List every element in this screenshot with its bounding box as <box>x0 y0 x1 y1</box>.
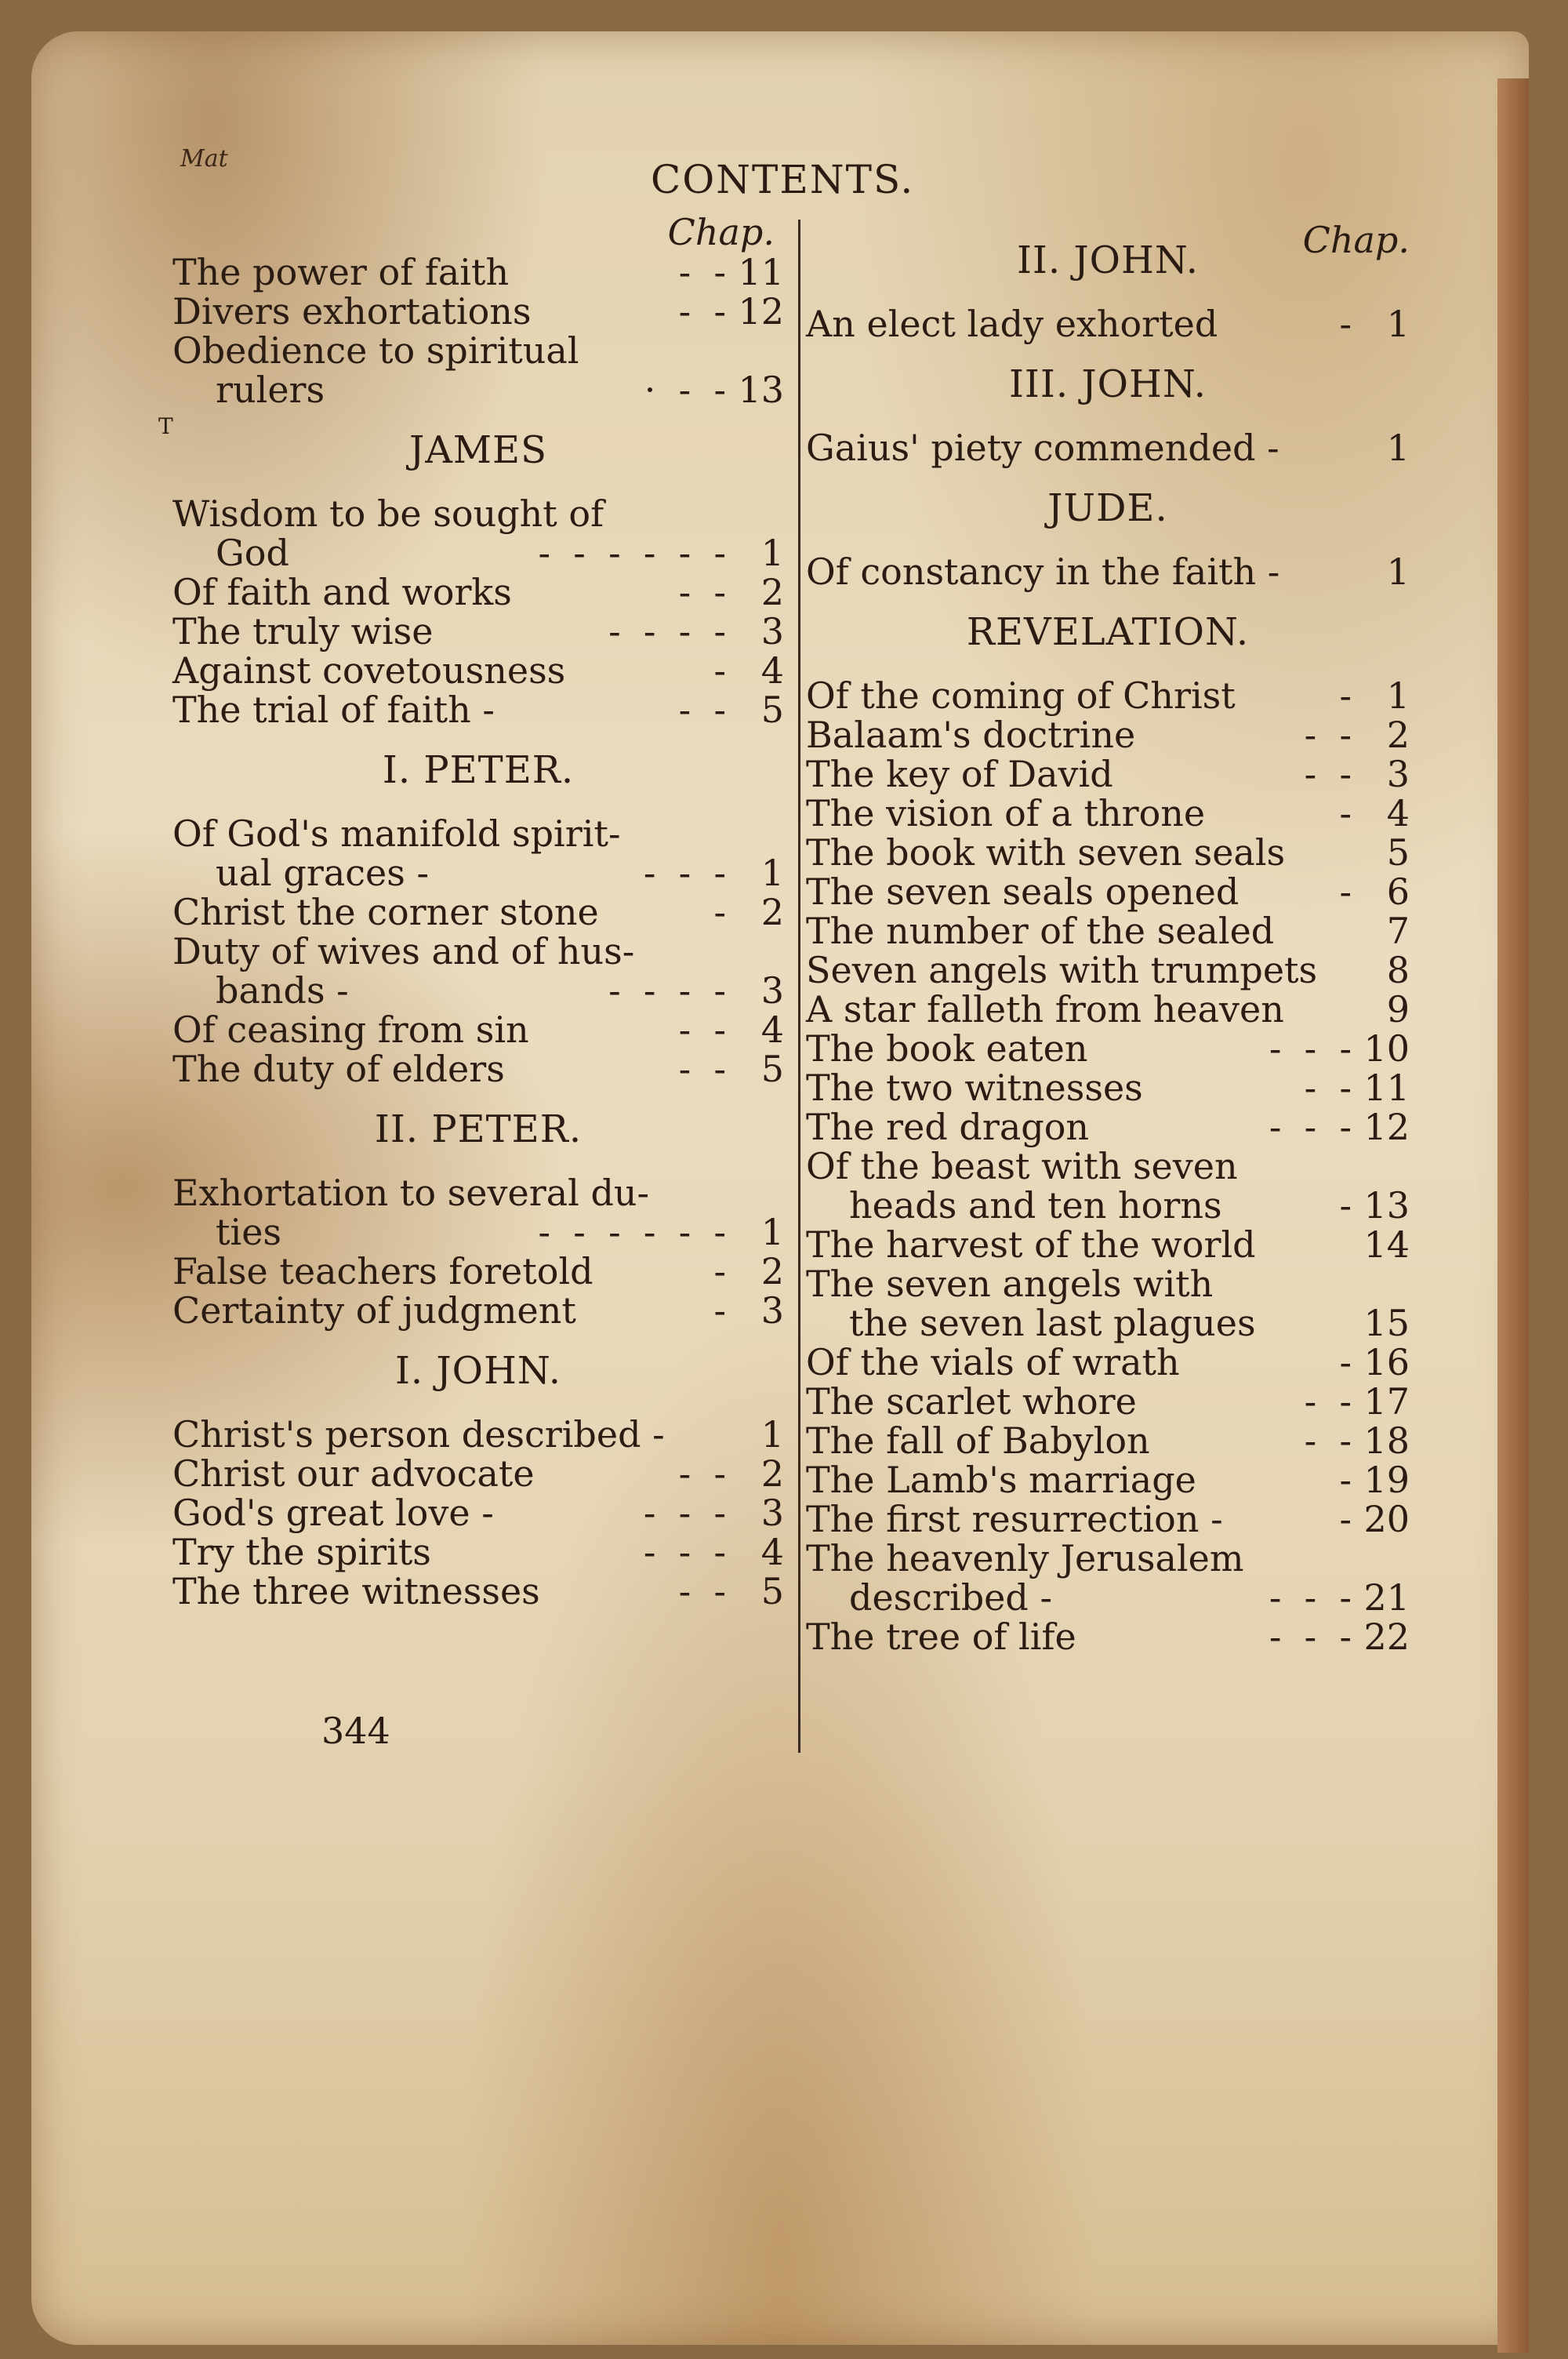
toc-leader: - - - <box>1269 1616 1352 1658</box>
toc-chapter: 13 <box>1363 1184 1410 1227</box>
toc-entry: The heavenly Jerusalem <box>806 1537 1244 1579</box>
toc-row <box>806 1539 1410 1578</box>
toc-row <box>806 1264 1410 1303</box>
toc-entry: Of God's manifold spirit- <box>172 812 621 855</box>
toc-chapter: 10 <box>1363 1027 1410 1070</box>
toc-leader: - - <box>1304 1380 1352 1423</box>
toc-chapter: 20 <box>1363 1498 1410 1540</box>
toc-entry: God's great love - <box>172 1492 494 1534</box>
toc-chapter: 13 <box>738 369 784 411</box>
toc-chapter: 11 <box>738 251 784 293</box>
toc-entry: The book with seven seals <box>806 831 1286 874</box>
toc-leader: - - - - - - <box>538 532 726 574</box>
toc-chapter: 6 <box>1386 871 1410 913</box>
toc-chapter: 5 <box>760 1048 784 1090</box>
toc-leader: - - <box>1304 1067 1352 1109</box>
toc-entry: The two witnesses <box>806 1067 1143 1109</box>
toc-row <box>806 676 1410 715</box>
toc-leader: - - - <box>643 1492 726 1534</box>
toc-chapter: 21 <box>1363 1576 1410 1619</box>
toc-entry: God <box>216 532 289 574</box>
toc-entry: Exhortation to several du- <box>172 1172 650 1214</box>
toc-entry: An elect lady exhorted <box>806 303 1218 345</box>
toc-row <box>806 1068 1410 1107</box>
toc-leader: - - <box>678 1009 726 1051</box>
section-revelation <box>806 676 1410 1656</box>
toc-entry: Seven angels with trumpets <box>806 949 1318 991</box>
toc-chapter: 3 <box>760 1289 784 1332</box>
toc-entry: Of the beast with seven <box>806 1145 1238 1187</box>
toc-leader: - <box>713 1289 726 1332</box>
toc-row <box>172 1454 784 1493</box>
toc-row <box>806 833 1410 872</box>
section-1-peter <box>172 814 784 1089</box>
toc-row <box>172 932 784 971</box>
toc-row <box>172 1173 784 1212</box>
toc-entry: Christ our advocate <box>172 1452 535 1495</box>
toc-entry: The number of the sealed <box>806 910 1275 952</box>
toc-row <box>806 552 1410 591</box>
toc-chapter: 12 <box>738 290 784 333</box>
page-title: CONTENTS. <box>651 157 915 202</box>
toc-row <box>172 533 784 572</box>
toc-row <box>172 370 784 409</box>
toc-chapter: 17 <box>1363 1380 1410 1423</box>
handwritten-note: Mat <box>180 145 228 173</box>
page-number: 344 <box>321 1710 390 1752</box>
section-title-3-john: III. JOHN. <box>1008 362 1207 406</box>
toc-row <box>806 1029 1410 1068</box>
toc-leader: - - - - - - <box>538 1211 726 1253</box>
book-page <box>31 31 1529 2345</box>
toc-row <box>172 853 784 892</box>
toc-row <box>172 494 784 533</box>
toc-entry: Of the vials of wrath <box>806 1341 1180 1383</box>
toc-chapter: 3 <box>760 969 784 1012</box>
toc-entry: Balaam's doctrine <box>806 714 1136 756</box>
toc-chapter: 4 <box>760 649 784 692</box>
toc-leader: - - <box>678 251 726 293</box>
toc-row <box>806 754 1410 794</box>
chapter-heading-left: Chap. <box>667 211 775 253</box>
toc-entry: Try the spirits <box>172 1531 431 1573</box>
toc-chapter: 14 <box>1363 1223 1410 1266</box>
toc-chapter: 15 <box>1363 1302 1410 1344</box>
toc-chapter: 2 <box>760 1452 784 1495</box>
toc-chapter: 18 <box>1363 1419 1410 1462</box>
toc-leader: - <box>1339 792 1352 834</box>
toc-entry: The key of David <box>806 753 1113 795</box>
toc-chapter: 4 <box>760 1009 784 1051</box>
toc-row <box>806 1421 1410 1460</box>
toc-row <box>172 572 784 612</box>
toc-row <box>806 1303 1410 1343</box>
toc-entry: Of faith and works <box>172 571 512 613</box>
toc-chapter: 5 <box>760 689 784 731</box>
toc-entry: The power of faith <box>172 251 510 293</box>
toc-row <box>172 651 784 690</box>
toc-entry: The red dragon <box>806 1106 1090 1148</box>
toc-leader: - <box>1339 674 1352 717</box>
toc-leader: - - - <box>1269 1576 1352 1619</box>
toc-row <box>806 911 1410 951</box>
toc-leader: - <box>1339 871 1352 913</box>
toc-entry: The truly wise <box>172 610 434 652</box>
toc-chapter: 2 <box>760 571 784 613</box>
toc-leader: - - <box>678 1048 726 1090</box>
toc-leader: - - - <box>643 1531 726 1573</box>
section-2-peter <box>172 1173 784 1330</box>
section-hebrews-continued <box>172 253 784 409</box>
section-title-james: JAMES <box>409 428 547 472</box>
toc-entry: Divers exhortations <box>172 290 532 333</box>
toc-chapter: 1 <box>760 1211 784 1253</box>
toc-row <box>172 1252 784 1291</box>
toc-entry: The scarlet whore <box>806 1380 1137 1423</box>
toc-row <box>806 1460 1410 1499</box>
toc-leader: - - <box>678 571 726 613</box>
toc-chapter: 1 <box>1386 303 1410 345</box>
toc-entry: The duty of elders <box>172 1048 505 1090</box>
toc-row <box>172 1493 784 1532</box>
toc-chapter: 11 <box>1363 1067 1410 1109</box>
toc-leader: · - - <box>644 369 726 411</box>
toc-chapter: 1 <box>760 852 784 894</box>
toc-leader: - - - <box>1269 1106 1352 1148</box>
toc-chapter: 3 <box>1386 753 1410 795</box>
toc-entry: ties <box>216 1211 282 1253</box>
toc-leader: - <box>713 891 726 933</box>
toc-entry: ual graces - <box>216 852 430 894</box>
toc-chapter: 1 <box>1386 551 1410 593</box>
section-jude <box>806 552 1410 591</box>
toc-row <box>172 1049 784 1089</box>
toc-entry: bands - <box>216 969 349 1012</box>
toc-chapter: 1 <box>760 532 784 574</box>
toc-leader: - <box>1339 1341 1352 1383</box>
section-3-john <box>806 428 1410 467</box>
toc-entry: described - <box>849 1576 1053 1619</box>
toc-leader: - - <box>1304 753 1352 795</box>
toc-row <box>806 951 1410 990</box>
toc-row <box>172 892 784 932</box>
toc-entry: Wisdom to be sought of <box>172 493 604 535</box>
toc-leader: - - <box>678 290 726 333</box>
toc-entry: The tree of life <box>806 1616 1076 1658</box>
toc-chapter: 2 <box>760 891 784 933</box>
toc-row <box>172 292 784 331</box>
toc-leader: - - <box>1304 714 1352 756</box>
toc-entry: False teachers foretold <box>172 1250 593 1292</box>
toc-entry: Duty of wives and of hus- <box>172 930 635 972</box>
toc-entry: Against covetousness <box>172 649 566 692</box>
toc-entry: Of ceasing from sin <box>172 1009 529 1051</box>
toc-leader: - <box>1339 1498 1352 1540</box>
toc-row <box>806 1186 1410 1225</box>
toc-row <box>806 990 1410 1029</box>
toc-row <box>806 1578 1410 1617</box>
toc-row <box>806 715 1410 754</box>
toc-chapter: 2 <box>760 1250 784 1292</box>
section-title-1-john: I. JOHN. <box>394 1349 562 1393</box>
toc-chapter: 12 <box>1363 1106 1410 1148</box>
toc-row <box>806 794 1410 833</box>
toc-leader: - - <box>678 689 726 731</box>
toc-entry: rulers <box>216 369 325 411</box>
toc-leader: - - - - <box>608 610 726 652</box>
column-divider <box>798 220 800 1753</box>
toc-row <box>172 1212 784 1252</box>
toc-row <box>806 304 1410 343</box>
toc-row <box>806 872 1410 911</box>
toc-leader: - - <box>1304 1419 1352 1462</box>
toc-leader: - - <box>678 1452 726 1495</box>
toc-row <box>172 814 784 853</box>
toc-entry: Gaius' piety commended - <box>806 427 1279 469</box>
toc-row <box>806 1225 1410 1264</box>
toc-entry: The vision of a throne <box>806 792 1206 834</box>
toc-row <box>172 612 784 651</box>
toc-leader: - - <box>678 1570 726 1612</box>
toc-entry: The first resurrection - <box>806 1498 1223 1540</box>
toc-chapter: 19 <box>1363 1459 1410 1501</box>
toc-chapter: 9 <box>1386 988 1410 1030</box>
toc-row <box>172 331 784 370</box>
toc-entry: Obedience to spiritual <box>172 329 579 372</box>
toc-chapter: 1 <box>1386 674 1410 717</box>
toc-row <box>806 1617 1410 1656</box>
toc-chapter: 2 <box>1386 714 1410 756</box>
toc-leader: - <box>1339 303 1352 345</box>
toc-entry: Of the coming of Christ <box>806 674 1236 717</box>
toc-leader: - - - - <box>608 969 726 1012</box>
toc-chapter: 5 <box>1386 831 1410 874</box>
toc-chapter: 3 <box>760 1492 784 1534</box>
toc-chapter: 3 <box>760 610 784 652</box>
toc-row <box>806 1382 1410 1421</box>
toc-entry: The fall of Babylon <box>806 1419 1150 1462</box>
toc-row <box>806 1343 1410 1382</box>
section-title-revelation: REVELATION. <box>966 610 1250 654</box>
section-title-1-peter: I. PETER. <box>382 748 575 792</box>
toc-row <box>806 1147 1410 1186</box>
toc-entry: the seven last plagues <box>849 1302 1256 1344</box>
toc-entry: Christ's person described - <box>172 1413 665 1456</box>
toc-leader: - <box>713 1250 726 1292</box>
toc-entry: The seven seals opened <box>806 871 1240 913</box>
toc-row <box>172 971 784 1010</box>
toc-leader: - - - <box>1269 1027 1352 1070</box>
toc-entry: The seven angels with <box>806 1263 1214 1305</box>
toc-entry: Christ the corner stone <box>172 891 599 933</box>
toc-leader: - <box>1339 1459 1352 1501</box>
toc-chapter: 7 <box>1386 910 1410 952</box>
toc-entry: The harvest of the world <box>806 1223 1256 1266</box>
toc-entry: A star falleth from heaven <box>806 988 1284 1030</box>
toc-row <box>172 1532 784 1572</box>
toc-entry: The three witnesses <box>172 1570 540 1612</box>
right-column <box>806 220 1410 1656</box>
toc-row <box>806 428 1410 467</box>
toc-entry: The trial of faith - <box>172 689 495 731</box>
section-title-2-peter: II. PETER. <box>374 1107 583 1151</box>
toc-leader: - <box>713 649 726 692</box>
toc-entry: heads and ten horns <box>849 1184 1222 1227</box>
toc-leader: - - - <box>643 852 726 894</box>
book-spine-edge <box>1497 78 1529 2353</box>
toc-chapter: 22 <box>1363 1616 1410 1658</box>
left-column <box>172 212 784 1611</box>
toc-chapter: 4 <box>760 1531 784 1573</box>
section-james <box>172 494 784 729</box>
section-1-john <box>172 1415 784 1611</box>
toc-chapter: 4 <box>1386 792 1410 834</box>
toc-leader: - <box>1339 1184 1352 1227</box>
toc-row <box>172 253 784 292</box>
section-title-jude: JUDE. <box>1047 486 1168 530</box>
toc-row <box>806 1107 1410 1147</box>
toc-chapter: 1 <box>1386 427 1410 469</box>
toc-entry: Of constancy in the faith - <box>806 551 1280 593</box>
chapter-heading-right: Chap. <box>1302 219 1410 261</box>
section-title-2-john: II. JOHN. <box>1016 238 1200 282</box>
margin-mark: T <box>158 413 173 439</box>
toc-chapter: 5 <box>760 1570 784 1612</box>
toc-row <box>172 1010 784 1049</box>
toc-row <box>172 1415 784 1454</box>
toc-row <box>172 1572 784 1611</box>
toc-row <box>172 1291 784 1330</box>
toc-chapter: 8 <box>1386 949 1410 991</box>
toc-entry: Certainty of judgment <box>172 1289 576 1332</box>
toc-chapter: 16 <box>1363 1341 1410 1383</box>
toc-row <box>172 690 784 729</box>
toc-entry: The Lamb's marriage <box>806 1459 1196 1501</box>
toc-chapter: 1 <box>760 1413 784 1456</box>
toc-entry: The book eaten <box>806 1027 1088 1070</box>
toc-row <box>806 1499 1410 1539</box>
section-2-john <box>806 304 1410 343</box>
